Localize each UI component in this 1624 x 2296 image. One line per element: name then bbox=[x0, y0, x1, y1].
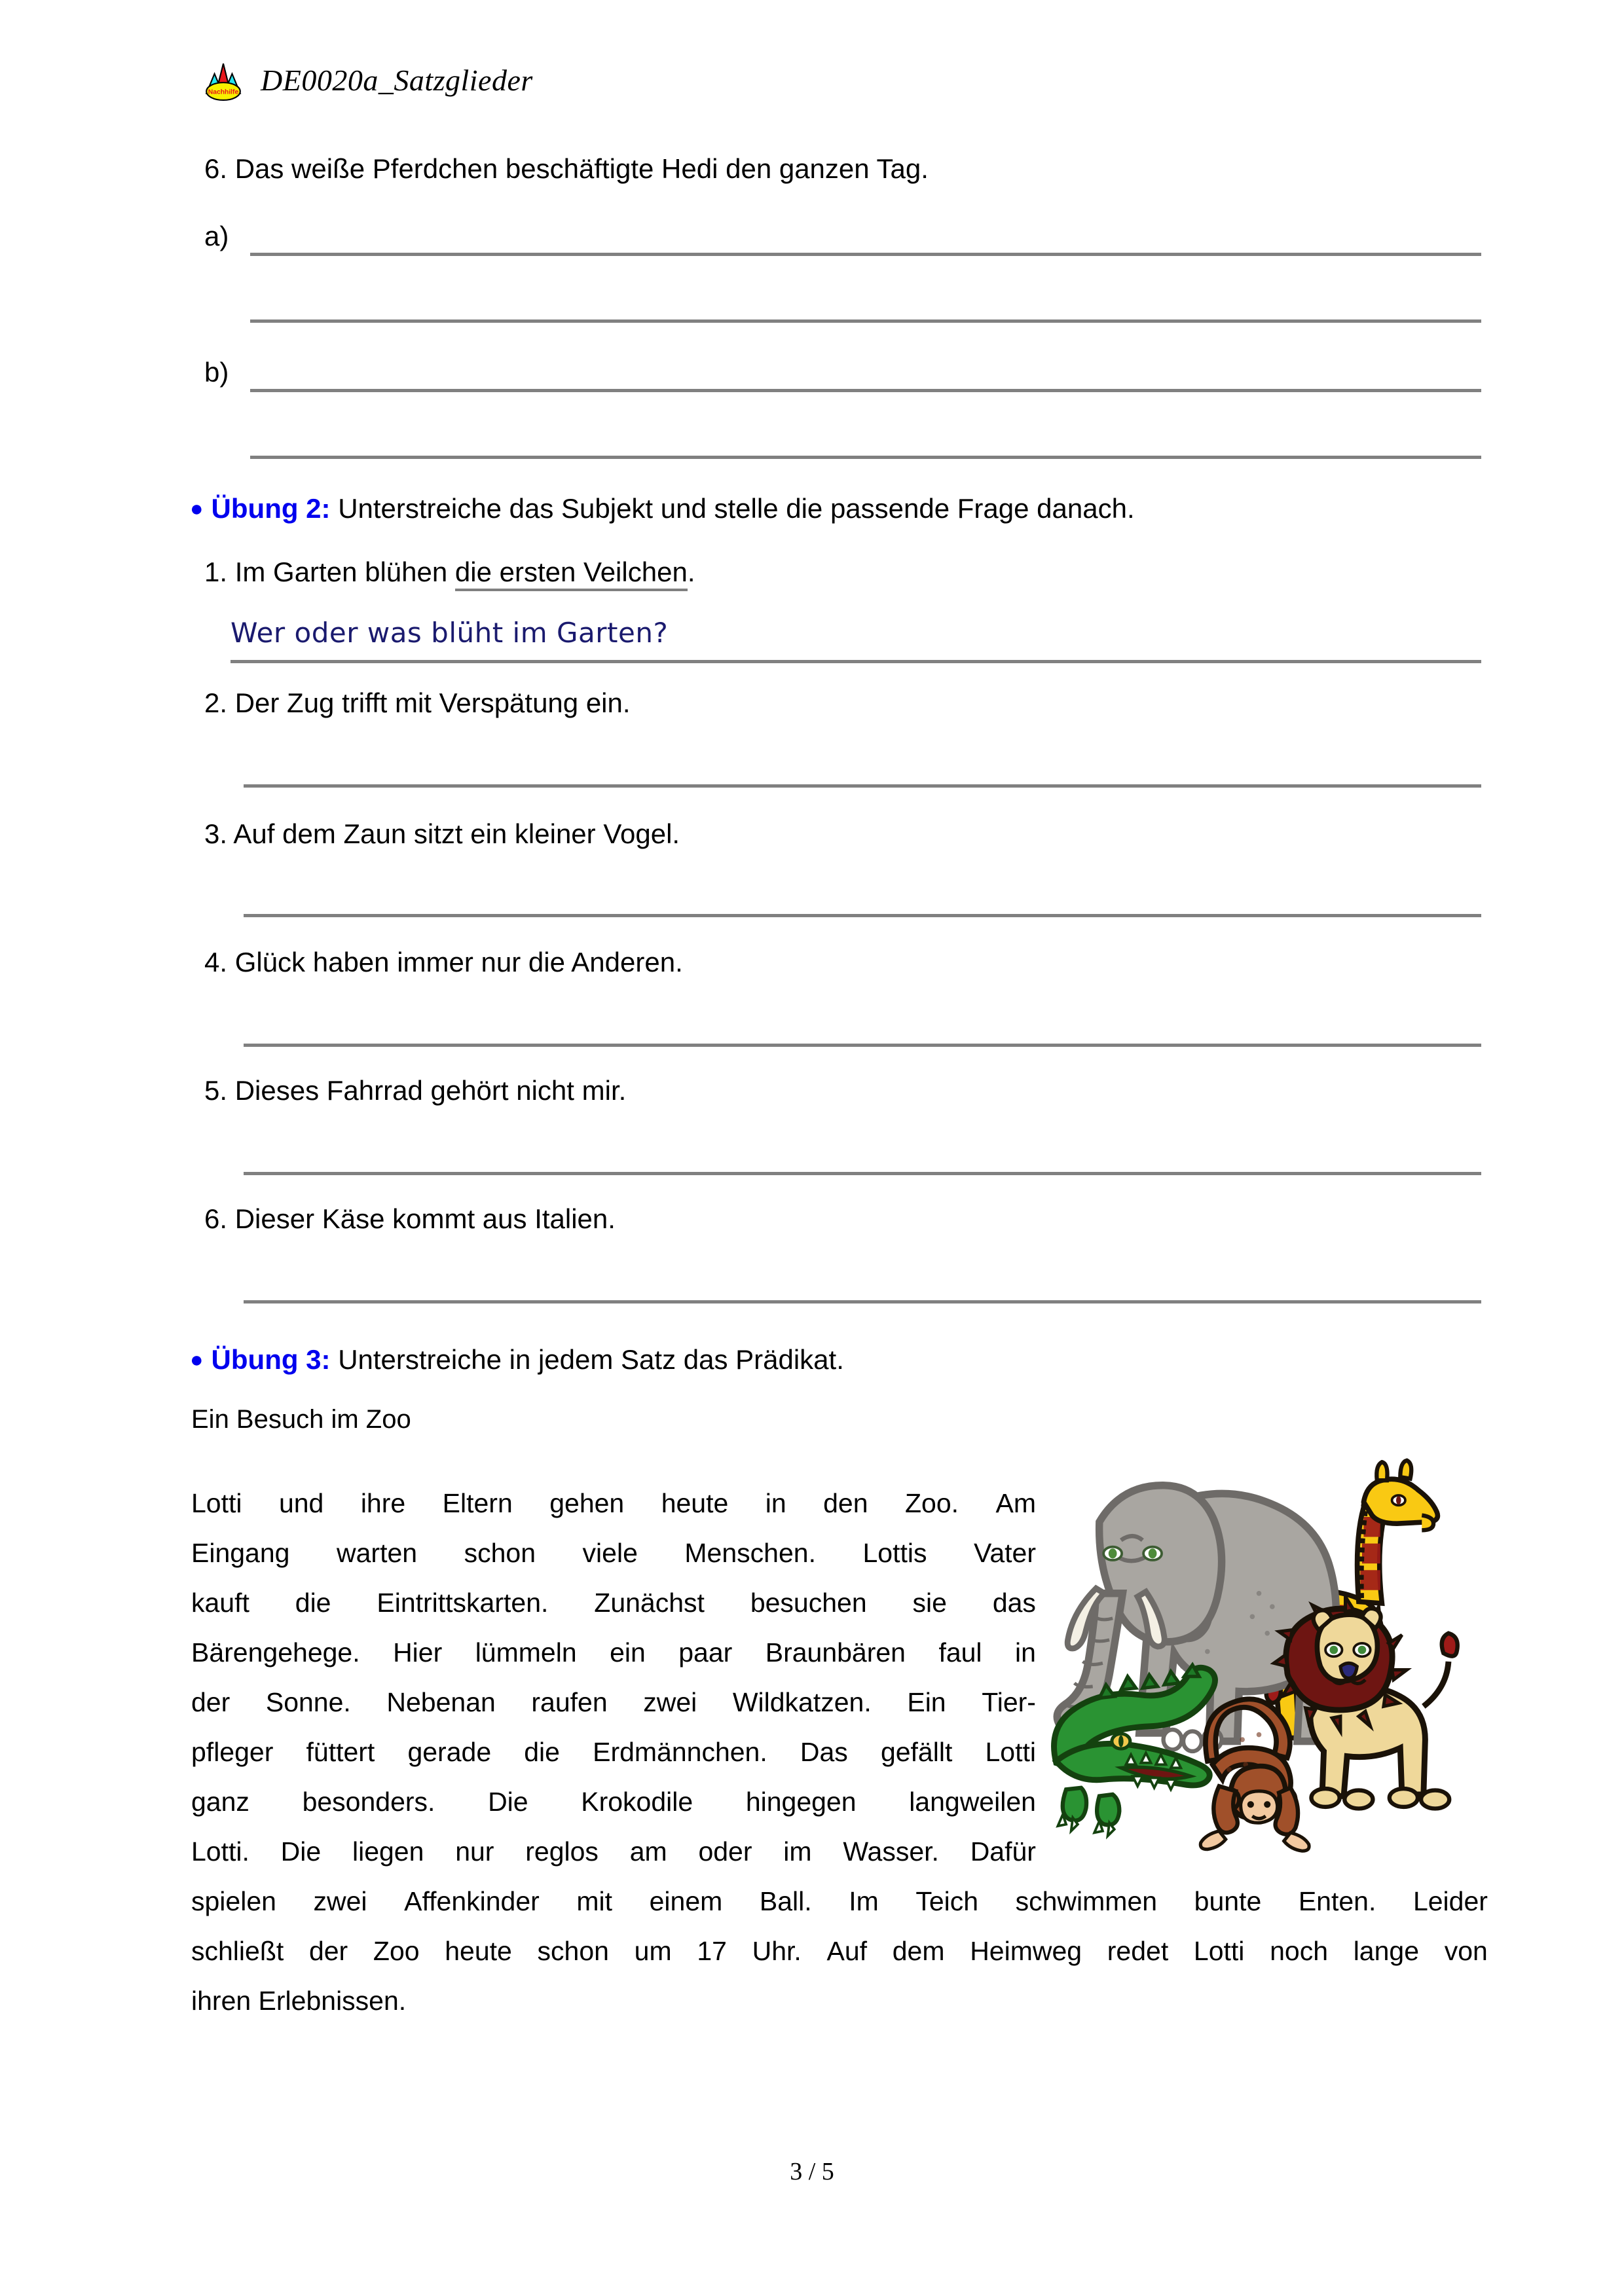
answer-line-2-6[interactable] bbox=[244, 1300, 1481, 1303]
zoo-word: Menschen. bbox=[684, 1538, 816, 1568]
zoo-word: Auf bbox=[826, 1936, 868, 1966]
zoo-word: zwei bbox=[313, 1886, 367, 1916]
zoo-word: raufen bbox=[531, 1687, 608, 1717]
zoo-word: Das bbox=[800, 1737, 848, 1767]
exercise-3-label: Übung 3: bbox=[211, 1344, 331, 1375]
zoo-word: kauft bbox=[191, 1588, 249, 1618]
zoo-word: Wildkatzen. bbox=[732, 1687, 872, 1717]
zoo-word: Eingang bbox=[191, 1538, 290, 1568]
zoo-paragraph-line bbox=[191, 1578, 1036, 1628]
zoo-word: Zunächst bbox=[594, 1588, 705, 1618]
zoo-word: lümmeln bbox=[475, 1637, 577, 1667]
item-text: Glück haben immer nur die Anderen. bbox=[234, 947, 683, 977]
item-text: Auf dem Zaun sitzt ein kleiner Vogel. bbox=[233, 818, 680, 849]
zoo-word: Heimweg bbox=[970, 1936, 1082, 1966]
zoo-word: Ein bbox=[907, 1687, 946, 1717]
zoo-word: noch bbox=[1270, 1936, 1329, 1966]
zoo-word: reglos bbox=[525, 1836, 599, 1867]
zoo-word: langweilen bbox=[909, 1787, 1036, 1817]
zoo-animals-illustration bbox=[1041, 1430, 1473, 1863]
zoo-word: das bbox=[992, 1588, 1036, 1618]
exercise-2-item-5 bbox=[204, 1074, 626, 1108]
zoo-word: Zoo. bbox=[905, 1488, 959, 1518]
zoo-word: Lottis bbox=[862, 1538, 927, 1568]
item-text: Der Zug trifft mit Verspätung ein. bbox=[234, 687, 631, 718]
zoo-word: Die bbox=[488, 1787, 528, 1817]
zoo-paragraph-line bbox=[191, 1677, 1036, 1727]
zoo-word: ihre bbox=[360, 1488, 406, 1518]
zoo-word: schließt bbox=[191, 1936, 284, 1966]
zoo-word: schwimmen bbox=[1015, 1886, 1158, 1916]
zoo-word: gerade bbox=[407, 1737, 492, 1767]
zoo-paragraph-line bbox=[191, 1478, 1036, 1528]
zoo-word: von bbox=[1444, 1936, 1488, 1966]
zoo-paragraph-line bbox=[191, 1727, 1036, 1777]
exercise-3-heading bbox=[190, 1343, 844, 1376]
zoo-word: der bbox=[191, 1687, 231, 1717]
answer-line-2-4[interactable] bbox=[244, 1044, 1481, 1047]
zoo-word: nur bbox=[455, 1836, 494, 1867]
zoo-word: hingegen bbox=[745, 1787, 857, 1817]
zoo-word: Hier bbox=[393, 1637, 443, 1667]
exercise-2-label: Übung 2: bbox=[211, 493, 331, 524]
zoo-word: schon bbox=[464, 1538, 536, 1568]
zoo-paragraph-line bbox=[191, 1528, 1036, 1578]
zoo-word: Uhr. bbox=[752, 1936, 802, 1966]
item-text: Dieser Käse kommt aus Italien. bbox=[234, 1203, 616, 1234]
zoo-word: Vater bbox=[974, 1538, 1036, 1568]
zoo-word: faul bbox=[938, 1637, 982, 1667]
zoo-paragraph-line: ihren Erlebnissen. bbox=[191, 1986, 407, 2016]
answer-line-2-5[interactable] bbox=[244, 1172, 1481, 1175]
zoo-word: einem bbox=[649, 1886, 723, 1916]
logo-wordmark: Nachhilfe bbox=[208, 88, 239, 96]
zoo-word: schon bbox=[537, 1936, 609, 1966]
zoo-word: bunte bbox=[1194, 1886, 1262, 1916]
exercise-2-item-6 bbox=[204, 1202, 616, 1237]
answer-line-b1[interactable] bbox=[250, 389, 1481, 392]
zoo-word: Lotti bbox=[191, 1488, 242, 1518]
zoo-word: ein bbox=[610, 1637, 646, 1667]
exercise-2-item-4 bbox=[204, 945, 683, 980]
zoo-word: oder bbox=[698, 1836, 752, 1867]
zoo-word: im bbox=[783, 1836, 812, 1867]
zoo-word: zwei bbox=[643, 1687, 697, 1717]
zoo-word: Ball. bbox=[759, 1886, 812, 1916]
zoo-word: Enten. bbox=[1298, 1886, 1376, 1916]
page-header bbox=[203, 60, 533, 101]
exercise-2-item-3 bbox=[204, 817, 680, 852]
exercise-2-item-2 bbox=[204, 686, 631, 721]
zoo-word: in bbox=[765, 1488, 786, 1518]
zoo-word: Eintrittskarten. bbox=[377, 1588, 549, 1618]
zoo-word: liegen bbox=[352, 1836, 424, 1867]
zoo-word: Dafür bbox=[970, 1836, 1036, 1867]
answer-line-b2[interactable] bbox=[250, 456, 1481, 459]
zoo-word: besonders. bbox=[302, 1787, 435, 1817]
zoo-word: der bbox=[308, 1936, 348, 1966]
zoo-word: füttert bbox=[306, 1737, 375, 1767]
item-number: 4. bbox=[204, 947, 228, 977]
zoo-word: Die bbox=[280, 1836, 322, 1867]
zoo-word: am bbox=[629, 1836, 667, 1867]
exercise-2-heading bbox=[190, 492, 1135, 525]
nachhilfe-logo-icon bbox=[203, 60, 244, 101]
bullet-icon: ● bbox=[190, 496, 204, 521]
zoo-word: mit bbox=[576, 1886, 613, 1916]
item-number: 2. bbox=[204, 687, 228, 718]
zoo-paragraph-line bbox=[191, 1827, 1036, 1876]
zoo-word: Erdmännchen. bbox=[593, 1737, 767, 1767]
carryover-text: Das weiße Pferdchen beschäftigte Hedi den ganzen Tag. bbox=[234, 153, 929, 184]
zoo-word: Krokodile bbox=[581, 1787, 693, 1817]
zoo-story-subtitle: Ein Besuch im Zoo bbox=[191, 1405, 411, 1434]
zoo-word: Affenkinder bbox=[404, 1886, 540, 1916]
exercise-2-answer-1[interactable]: Wer oder was blüht im Garten? bbox=[231, 617, 669, 649]
zoo-word: paar bbox=[678, 1637, 733, 1667]
zoo-word: warten bbox=[337, 1538, 418, 1568]
zoo-paragraph-line bbox=[191, 1777, 1036, 1827]
zoo-word: sie bbox=[912, 1588, 947, 1618]
zoo-word: Sonne. bbox=[265, 1687, 351, 1717]
zoo-word: lange bbox=[1353, 1936, 1420, 1966]
zoo-word: spielen bbox=[191, 1886, 276, 1916]
bullet-icon: ● bbox=[190, 1347, 204, 1372]
zoo-word: und bbox=[278, 1488, 324, 1518]
zoo-word: heute bbox=[445, 1936, 512, 1966]
item-number: 6. bbox=[204, 1203, 228, 1234]
zoo-word: Leider bbox=[1412, 1886, 1488, 1916]
zoo-paragraph-line bbox=[191, 1926, 1488, 1976]
zoo-word: Zoo bbox=[373, 1936, 420, 1966]
zoo-word: Lotti bbox=[985, 1737, 1036, 1767]
exercise-3-instruction: Unterstreiche in jedem Satz das Prädikat. bbox=[338, 1344, 844, 1375]
zoo-word: Lotti. bbox=[191, 1836, 249, 1867]
item-text: Dieses Fahrrad gehört nicht mir. bbox=[234, 1075, 627, 1106]
zoo-word: dem bbox=[892, 1936, 945, 1966]
zoo-word: viele bbox=[582, 1538, 638, 1568]
carryover-number: 6. bbox=[204, 153, 228, 184]
zoo-word: Am bbox=[995, 1488, 1036, 1518]
carryover-item-6 bbox=[204, 152, 929, 187]
zoo-word: Wasser. bbox=[843, 1836, 939, 1867]
zoo-word: Bärengehege. bbox=[191, 1637, 360, 1667]
zoo-word: in bbox=[1014, 1637, 1036, 1667]
answer-line-2-3[interactable] bbox=[244, 914, 1481, 917]
exercise-2-item-1 bbox=[204, 555, 695, 590]
zoo-word: ganz bbox=[191, 1787, 249, 1817]
zoo-word: die bbox=[295, 1588, 331, 1618]
zoo-word: gehen bbox=[549, 1488, 625, 1518]
zoo-word: gefällt bbox=[880, 1737, 953, 1767]
zoo-word: Teich bbox=[915, 1886, 979, 1916]
zoo-word: Braunbären bbox=[765, 1637, 906, 1667]
zoo-word: Eltern bbox=[442, 1488, 513, 1518]
zoo-word: heute bbox=[661, 1488, 729, 1518]
zoo-paragraph-line bbox=[191, 1876, 1488, 1926]
zoo-paragraph-line bbox=[191, 1628, 1036, 1677]
item-text-before: Im Garten blühen bbox=[234, 556, 455, 587]
item-number: 5. bbox=[204, 1075, 228, 1106]
zoo-word: redet bbox=[1107, 1936, 1169, 1966]
zoo-word: den bbox=[823, 1488, 868, 1518]
exercise-2-instruction: Unterstreiche das Subjekt und stelle die passende Frage danach. bbox=[338, 493, 1135, 524]
item-number: 1. bbox=[204, 556, 228, 587]
document-title: DE0020a_Satzglieder bbox=[261, 64, 533, 97]
item-number: 3. bbox=[204, 818, 228, 849]
zoo-word: pfleger bbox=[191, 1737, 274, 1767]
answer-line-a1[interactable] bbox=[250, 253, 1481, 256]
item-text-after: . bbox=[687, 556, 695, 587]
zoo-word: Im bbox=[849, 1886, 879, 1916]
answer-line-a2[interactable] bbox=[250, 319, 1481, 323]
zoo-word: besuchen bbox=[750, 1588, 867, 1618]
carryover-sub-a-label: a) bbox=[204, 221, 229, 251]
answer-line-2-2[interactable] bbox=[244, 784, 1481, 788]
answer-line-2-1[interactable] bbox=[231, 660, 1481, 663]
page-number: 3 / 5 bbox=[790, 2158, 834, 2185]
zoo-word: Nebenan bbox=[386, 1687, 496, 1717]
carryover-sub-b-label: b) bbox=[204, 357, 229, 388]
zoo-word: die bbox=[524, 1737, 560, 1767]
zoo-word: 17 bbox=[697, 1936, 727, 1966]
underlined-subject: die ersten Veilchen bbox=[455, 556, 688, 591]
zoo-word: um bbox=[634, 1936, 672, 1966]
zoo-word: Tier- bbox=[982, 1687, 1036, 1717]
zoo-word: Lotti bbox=[1193, 1936, 1245, 1966]
